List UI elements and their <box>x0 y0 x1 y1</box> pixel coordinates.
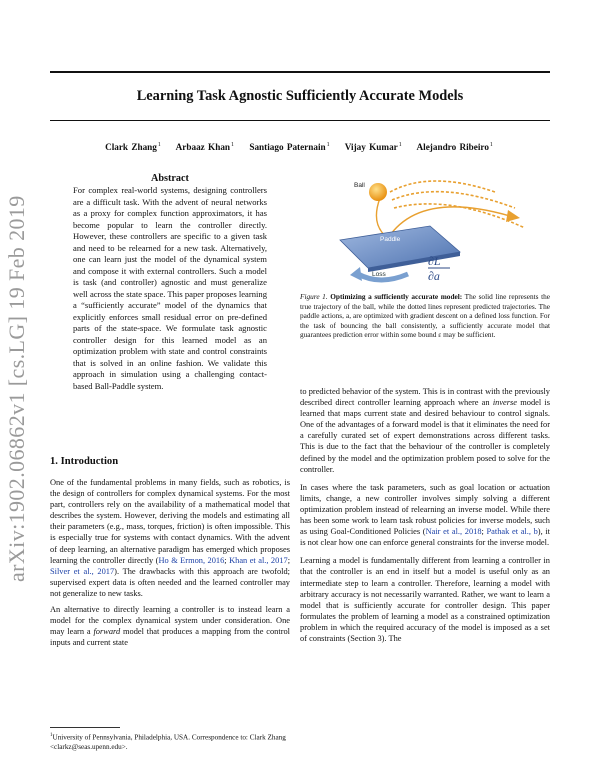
author-affiliation: 1 <box>231 142 235 148</box>
loss-arrowhead <box>350 267 362 281</box>
paragraph: Learning a model is fundamentally different from learning a controller in that the controller is an end in itself but a model is useful only as an intermediate step to learn a controller. Therefore, learning a model with arbitrary accuracy is not necessarily warranted. Rather, we want to learn a model that is sufficiently accurate for controller design. This paper formulates the problem of learning a model as a constrained optimization problem in which the required accuracy of the model is imposed as a set of constraints (Section 3). The <box>300 556 550 643</box>
citation-link[interactable]: Nair et al., 2018 <box>425 527 482 537</box>
author-affiliation: 1 <box>157 142 161 148</box>
ball-paddle-diagram <box>310 170 540 290</box>
citation-link[interactable]: Ho & Ermon, 2016 <box>158 555 225 565</box>
title-bottom-rule <box>50 120 550 121</box>
author-name: Santiago Paternain <box>249 142 326 153</box>
author-name: Clark Zhang <box>105 142 157 153</box>
paragraph: to predicted behavior of the system. This is in contrast with the previously described direct controller learning approach where an inverse model is learned that maps current state and desired behaviour to control signals. One of the advantages of a forward model is that it eliminates the need for a carefully curated set of expert demonstrations across different tasks. This is due to the fact that the behaviour of the controller is completely defined by the model and the optimization problem posed to solve for the controller. <box>300 387 550 474</box>
gradient-denominator: ∂a <box>428 269 440 283</box>
gradient-numerator: ∂L <box>428 254 441 268</box>
right-column-text <box>300 386 550 651</box>
author-affiliation: 1 <box>398 142 402 148</box>
paddle-label: Paddle <box>380 236 401 243</box>
ball-label: Ball <box>354 182 365 189</box>
citation-link[interactable]: Silver et al., 2017 <box>50 566 115 576</box>
arxiv-identifier-stamp: arXiv:1902.06862v1 [cs.LG] 19 Feb 2019 <box>4 195 29 582</box>
footnote: $^1$University of Pennsylvania, Philadelphia, USA. Correspondence to: Clark Zhang <clarkz@seas.upenn.edu>. <box>50 733 286 751</box>
paragraph: One of the fundamental problems in many fields, such as robotics, is the design of controllers for complex dynamical systems. For the most part, controllers rely on the availability of a mathematical model that describes the system. However, deriving the models and estimating all their parameters (e.g., mass, torques, friction) is often impossible. This is especially true for systems with contact dynamics. With the advent of deep learning, an alternative paradigm has emerged which proposes learning the controller directly (Ho & Ermon, 2016; Khan et al., 2017; Silver et al., 2017). The drawbacks with this approach are twofold; supervised expert data is often needed and the learned controller may not generalize to new tasks. <box>50 478 291 598</box>
figure-1-caption: Figure 1. Optimizing a sufficiently accurate model: The solid line represents the true trajectory of the ball, while the dotted lines represent predicted trajectories. The paddle actions, a, are optimized with gradient descent on a defined loss function. For the task of bouncing the ball consistently, a sufficiently accurate model that guarantees prediction error within some bound ε may be sufficient. <box>300 292 550 340</box>
arrowhead <box>506 210 520 222</box>
author-affiliation: 1 <box>489 142 493 148</box>
author-name: Arbaaz Khan <box>175 142 231 153</box>
author-affiliation: 1 <box>326 142 330 148</box>
paragraph: In cases where the task parameters, such as goal location or actuation limits, change, a new controller involves simply solving a different optimization problem instead of relearning an inverse model. While there has been some work to learn task robust policies for inverse models, such as using Goal-Conditioned Policies (Nair et al., 2018; Pathak et al., b), it is not clear how one can enforce general constraints for the inverse model. <box>300 482 550 548</box>
figure-1-illustration <box>310 170 540 290</box>
author-name: Vijay Kumar <box>344 142 398 153</box>
paper-title: Learning Task Agnostic Sufficiently Accurate Models <box>136 88 464 104</box>
introduction-text <box>50 477 290 653</box>
author-list <box>50 142 550 152</box>
abstract-body: For complex real-world systems, designing controllers are a difficult task. With the advent of neural networks as a proxy for complex function approximators, it has become popular to learn the controller directly. However, these controllers are specific to a given task and need to be relearned for a new task. Alternatively, one can learn just the model of the dynamical system and compose it with external controllers. Such a model is task (and controller) agnostic and must generalize well across the state space. This paper proposes learning a “sufficiently accurate” model of the dynamics that explicitly enforces small residual error on pre-defined parts of the state-space. We formulate task agnostic controller design for this learned model as an optimization problem with state and control constraints that is solved in an online fashion. We validate this approach in simulation using a challenging contact-based Ball-Paddle system. <box>73 185 267 391</box>
abstract-heading: Abstract <box>151 173 189 184</box>
loss-label: Loss <box>372 271 386 278</box>
paddle-top <box>340 226 460 268</box>
predicted-trajectory <box>390 181 495 192</box>
author-name: Alejandro Ribeiro <box>416 142 489 153</box>
citation-link[interactable]: Khan et al., 2017 <box>229 555 288 565</box>
paragraph: An alternative to directly learning a controller is to instead learn a model for the complex dynamical system under consideration. One may learn a forward model that produces a mapping from the control inputs and current state <box>50 605 290 648</box>
footnote-rule <box>50 727 120 728</box>
title-top-rule <box>50 71 550 73</box>
citation-link[interactable]: Pathak et al., b <box>486 527 538 537</box>
section-heading-introduction: 1. Introduction <box>50 456 119 467</box>
ball <box>369 183 387 201</box>
